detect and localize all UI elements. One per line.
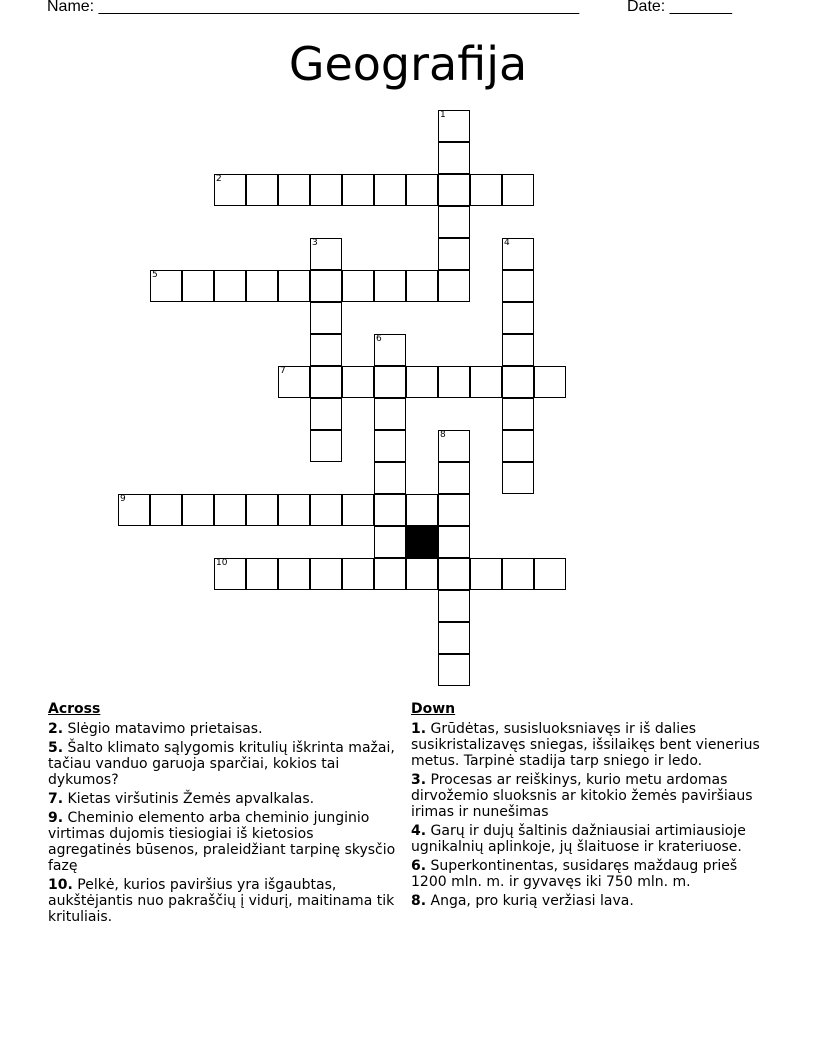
crossword-cell[interactable]: [374, 366, 406, 398]
crossword-cell[interactable]: [246, 494, 278, 526]
crossword-cell[interactable]: [278, 366, 310, 398]
crossword-cell[interactable]: [342, 494, 374, 526]
crossword-cell[interactable]: [374, 526, 406, 558]
name-field-label: Name: ______________________________________________________: [47, 0, 580, 15]
crossword-cell[interactable]: [438, 366, 470, 398]
clue-number: 3.: [411, 772, 427, 788]
crossword-cell[interactable]: [374, 462, 406, 494]
cell-number: 1: [440, 110, 446, 120]
clue-text: Procesas ar reiškinys, kurio metu ardomas dirvožemio sluoksnis ar kitokio žemės paviršiaus irimas ir nunešimas: [411, 772, 753, 820]
crossword-cell[interactable]: [310, 430, 342, 462]
crossword-cell[interactable]: [438, 174, 470, 206]
crossword-cell[interactable]: [406, 558, 438, 590]
crossword-cell[interactable]: [502, 558, 534, 590]
cell-number: 4: [504, 238, 510, 248]
crossword-cell[interactable]: [118, 494, 150, 526]
crossword-cell[interactable]: [246, 174, 278, 206]
across-clues: [48, 701, 400, 928]
clue-number: 5.: [48, 740, 64, 756]
down-clue-4: [411, 823, 771, 855]
crossword-cell[interactable]: [406, 174, 438, 206]
crossword-cell[interactable]: [406, 494, 438, 526]
crossword-cell[interactable]: [342, 558, 374, 590]
crossword-cell[interactable]: [502, 398, 534, 430]
crossword-cell[interactable]: [374, 494, 406, 526]
cell-number: 8: [440, 430, 446, 440]
clue-text: Anga, pro kurią veržiasi lava.: [430, 893, 634, 909]
crossword-cell[interactable]: [342, 174, 374, 206]
crossword-cell[interactable]: [534, 366, 566, 398]
across-clue-5: [48, 740, 400, 788]
crossword-cell[interactable]: [438, 142, 470, 174]
crossword-cell[interactable]: [214, 174, 246, 206]
crossword-cell[interactable]: [438, 270, 470, 302]
crossword-cell[interactable]: [214, 558, 246, 590]
crossword-cell[interactable]: [374, 558, 406, 590]
down-clue-6: [411, 858, 771, 890]
cell-number: 6: [376, 334, 382, 344]
crossword-cell[interactable]: [502, 334, 534, 366]
crossword-cell[interactable]: [534, 558, 566, 590]
crossword-cell[interactable]: [182, 494, 214, 526]
crossword-cell[interactable]: [502, 174, 534, 206]
clue-number: 6.: [411, 858, 427, 874]
crossword-cell[interactable]: [438, 558, 470, 590]
crossword-cell[interactable]: [214, 270, 246, 302]
crossword-cell[interactable]: [310, 334, 342, 366]
crossword-cell[interactable]: [470, 558, 502, 590]
blocked-cell: [406, 526, 438, 558]
crossword-cell[interactable]: [246, 558, 278, 590]
crossword-cell[interactable]: [310, 270, 342, 302]
clue-text: Šalto klimato sąlygomis kritulių iškrinta mažai, tačiau vanduo garuoja sparčiai, kokios tai dykumos?: [48, 740, 395, 788]
page-title: Geografija: [288, 37, 528, 91]
crossword-cell[interactable]: [438, 622, 470, 654]
crossword-cell[interactable]: [502, 238, 534, 270]
crossword-cell[interactable]: [470, 174, 502, 206]
cell-number: 10: [216, 558, 228, 568]
down-clue-3: [411, 772, 771, 820]
crossword-cell[interactable]: [406, 366, 438, 398]
clue-number: 9.: [48, 810, 64, 826]
across-clue-2: [48, 721, 400, 737]
crossword-cell[interactable]: [502, 270, 534, 302]
clue-number: 1.: [411, 721, 427, 737]
crossword-cell[interactable]: [438, 590, 470, 622]
clue-number: 8.: [411, 893, 427, 909]
down-clue-1: [411, 721, 771, 769]
cell-number: 9: [120, 494, 126, 504]
crossword-cell[interactable]: [438, 238, 470, 270]
across-clue-10: [48, 877, 400, 925]
across-clue-7: [48, 791, 400, 807]
clue-text: Grūdėtas, susisluoksniavęs ir iš dalies susikristalizavęs sniegas, išsilaikęs bent vienerius metus. Tarpinė stadija tarp sniego ir ledo.: [411, 721, 760, 769]
clue-number: 4.: [411, 823, 427, 839]
crossword-cell[interactable]: [406, 270, 438, 302]
crossword-cell[interactable]: [374, 270, 406, 302]
crossword-cell[interactable]: [438, 110, 470, 142]
crossword-cell[interactable]: [438, 430, 470, 462]
crossword-cell[interactable]: [278, 174, 310, 206]
clue-text: Superkontinentas, susidaręs maždaug prieš 1200 mln. m. ir gyvavęs iki 750 mln. m.: [411, 858, 738, 890]
crossword-cell[interactable]: [438, 654, 470, 686]
clue-text: Slėgio matavimo prietaisas.: [67, 721, 263, 737]
crossword-cell[interactable]: [310, 366, 342, 398]
down-clue-8: [411, 893, 771, 909]
crossword-cell[interactable]: [246, 270, 278, 302]
crossword-cell[interactable]: [374, 430, 406, 462]
crossword-cell[interactable]: [310, 174, 342, 206]
crossword-cell[interactable]: [278, 494, 310, 526]
crossword-cell[interactable]: [310, 302, 342, 334]
cell-number: 7: [280, 366, 286, 376]
crossword-cell[interactable]: [310, 398, 342, 430]
down-clues: [411, 701, 771, 912]
crossword-cell[interactable]: [438, 526, 470, 558]
crossword-cell[interactable]: [342, 366, 374, 398]
crossword-cell[interactable]: [342, 270, 374, 302]
crossword-cell[interactable]: [374, 398, 406, 430]
crossword-cell[interactable]: [374, 334, 406, 366]
crossword-cell[interactable]: [438, 494, 470, 526]
crossword-cell[interactable]: [374, 174, 406, 206]
crossword-cell[interactable]: [150, 494, 182, 526]
crossword-cell[interactable]: [470, 366, 502, 398]
crossword-cell[interactable]: [150, 270, 182, 302]
crossword-cell[interactable]: [438, 206, 470, 238]
cell-number: 5: [152, 270, 158, 280]
crossword-cell[interactable]: [310, 494, 342, 526]
cell-number: 3: [312, 238, 318, 248]
across-heading: Across: [48, 701, 101, 717]
crossword-cell[interactable]: [310, 238, 342, 270]
crossword-cell[interactable]: [502, 366, 534, 398]
crossword-cell[interactable]: [438, 462, 470, 494]
across-clue-9: [48, 810, 400, 874]
crossword-cell[interactable]: [502, 430, 534, 462]
crossword-cell[interactable]: [502, 302, 534, 334]
crossword-cell[interactable]: [278, 270, 310, 302]
crossword-cell[interactable]: [214, 494, 246, 526]
clue-text: Cheminio elemento arba cheminio junginio virtimas dujomis tiesiogiai iš kietosios agregatinės būsenos, praleidžiant tarpinę skysčio fazę: [48, 810, 396, 874]
clue-text: Garų ir dujų šaltinis dažniausiai artimiausioje ugnikalnių aplinkoje, jų šlaituose ir krateriuose.: [411, 823, 746, 855]
clue-number: 10.: [48, 877, 73, 893]
crossword-cell[interactable]: [182, 270, 214, 302]
clue-number: 7.: [48, 791, 64, 807]
clue-text: Kietas viršutinis Žemės apvalkalas.: [67, 791, 315, 807]
clue-text: Pelkė, kurios paviršius yra išgaubtas, aukštėjantis nuo pakraščių į vidurį, maitinama tik krituliais.: [48, 877, 395, 925]
cell-number: 2: [216, 174, 222, 184]
down-heading: Down: [411, 701, 456, 717]
clue-number: 2.: [48, 721, 64, 737]
crossword-cell[interactable]: [278, 558, 310, 590]
crossword-cell[interactable]: [310, 558, 342, 590]
crossword-cell[interactable]: [502, 462, 534, 494]
date-field-label: Date: _______: [627, 0, 732, 15]
